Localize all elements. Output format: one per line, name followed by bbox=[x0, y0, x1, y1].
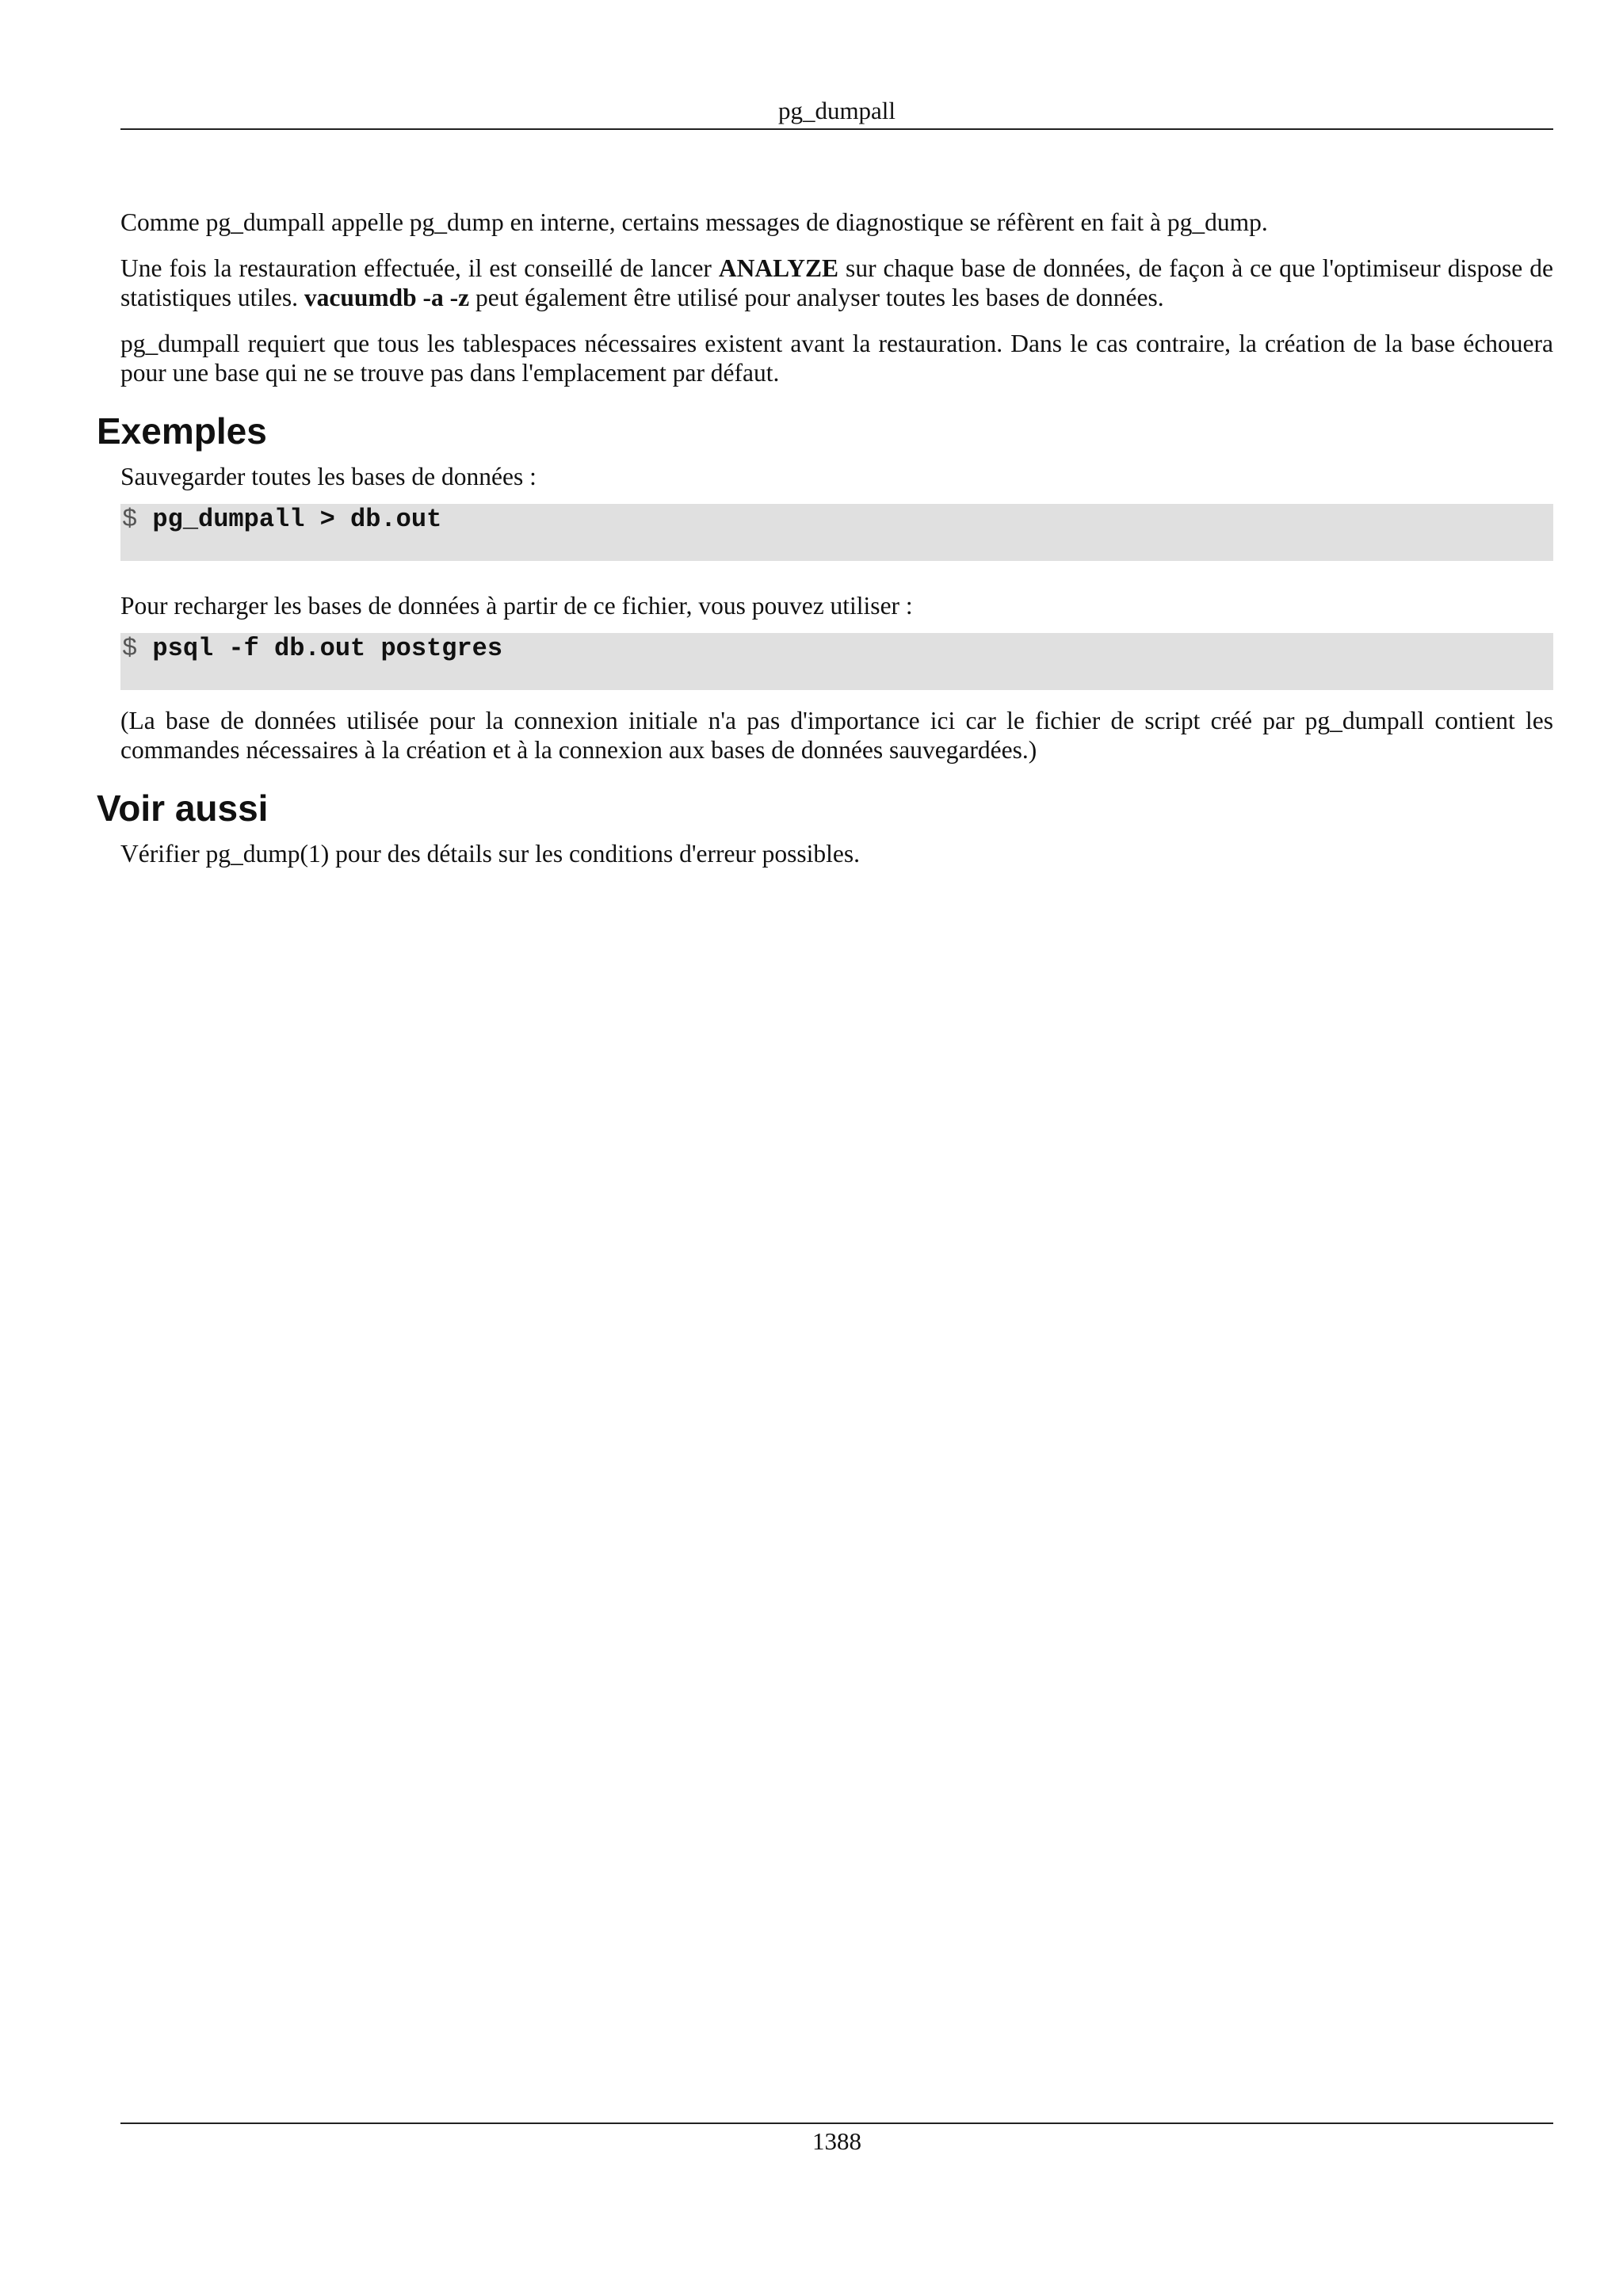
shell-prompt: $ bbox=[122, 505, 153, 534]
example-intro-backup: Sauvegarder toutes les bases de données : bbox=[120, 463, 537, 490]
vacuumdb-command: vacuumdb -a -z bbox=[304, 284, 470, 311]
example-note: (La base de données utilisée pour la connexion initiale n'a pas d'importance ici car le fichier de script créé par pg_dumpall contient les commandes nécessaires à la création et à la connexion aux bases de données sauvegardées.) bbox=[120, 707, 1553, 764]
analyze-keyword: ANALYZE bbox=[718, 254, 839, 282]
analyze-text-middle: sur chaque base de données, de façon à ce que l'optimiseur dispose de statistiques utiles. bbox=[120, 254, 1553, 311]
shell-prompt: $ bbox=[122, 634, 153, 663]
example-intro-restore: Pour recharger les bases de données à partir de ce fichier, vous pouvez utiliser : bbox=[120, 592, 913, 620]
analyze-text-before: Une fois la restauration effectuée, il est conseillé de lancer bbox=[120, 254, 719, 282]
running-header bbox=[120, 93, 1553, 130]
section-heading-see-also: Voir aussi bbox=[97, 788, 269, 829]
running-header-title: pg_dumpall bbox=[777, 97, 896, 124]
page-footer bbox=[120, 2122, 1553, 2157]
command-psql: psql -f db.out postgres bbox=[152, 634, 503, 663]
paragraph-analyze bbox=[120, 254, 1553, 312]
paragraph-tablespaces: pg_dumpall requiert que tous les tablespaces nécessaires existent avant la restauration. Dans le cas contraire, la création de la base échouera pour une base qui ne se trouve pas dans l'emplacement par défaut. bbox=[120, 330, 1553, 387]
section-heading-examples: Exemples bbox=[97, 410, 267, 452]
page-number: 1388 bbox=[812, 2127, 861, 2155]
code-block-restore bbox=[120, 633, 1553, 690]
paragraph-diagnostics: Comme pg_dumpall appelle pg_dump en interne, certains messages de diagnostique se réfèrent en fait à pg_dump. bbox=[120, 208, 1268, 236]
analyze-text-after: peut également être utilisé pour analyser toutes les bases de données. bbox=[469, 284, 1164, 311]
code-block-backup bbox=[120, 504, 1553, 561]
command-pg-dumpall: pg_dumpall > db.out bbox=[152, 505, 442, 534]
see-also-text: Vérifier pg_dump(1) pour des détails sur les conditions d'erreur possibles. bbox=[120, 840, 860, 868]
page-body bbox=[97, 208, 1553, 868]
